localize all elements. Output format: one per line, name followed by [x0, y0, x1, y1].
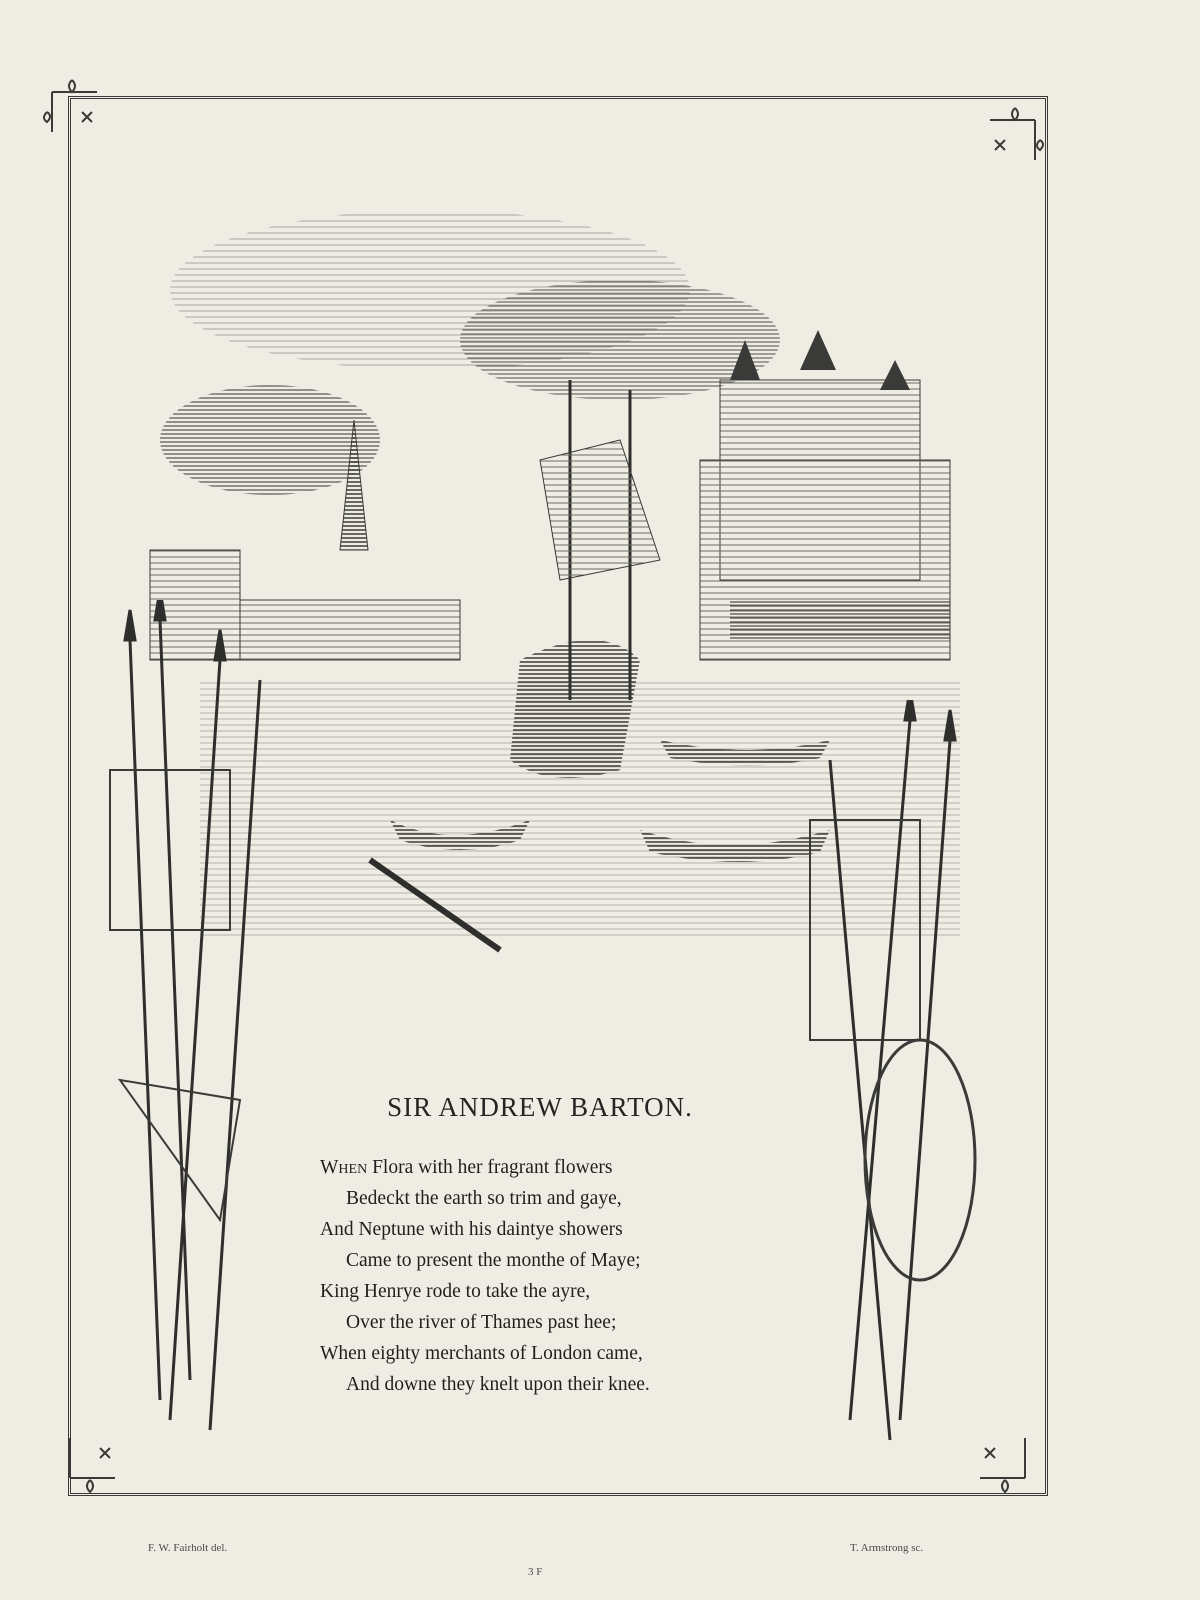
poem-line — [320, 1152, 780, 1183]
poem-stanza — [320, 1152, 780, 1400]
artist-credit: F. W. Fairholt del. — [148, 1542, 228, 1554]
armory-trophy-right-icon — [790, 700, 990, 1460]
poem-line: And downe they knelt upon their knee. — [346, 1374, 650, 1395]
armory-trophy-left-icon — [100, 600, 300, 1460]
poem-line: When eighty merchants of London came, — [320, 1343, 643, 1364]
signature-mark: 3 F — [528, 1566, 543, 1578]
poem-line: King Henrye rode to take the ayre, — [320, 1281, 591, 1302]
poem-line: And Neptune with his daintye showers — [320, 1219, 623, 1240]
poem-title: SIR ANDREW BARTON. — [387, 1092, 693, 1122]
poem-first-word: When — [320, 1157, 368, 1178]
poem-line: Came to present the monthe of Maye; — [346, 1250, 641, 1271]
poem-line-rest: Flora with her fragrant flowers — [367, 1157, 613, 1178]
poem-line: Bedeckt the earth so trim and gaye, — [346, 1188, 622, 1209]
engraver-credit: T. Armstrong sc. — [850, 1542, 924, 1554]
poem-line: Over the river of Thames past hee; — [346, 1312, 617, 1333]
